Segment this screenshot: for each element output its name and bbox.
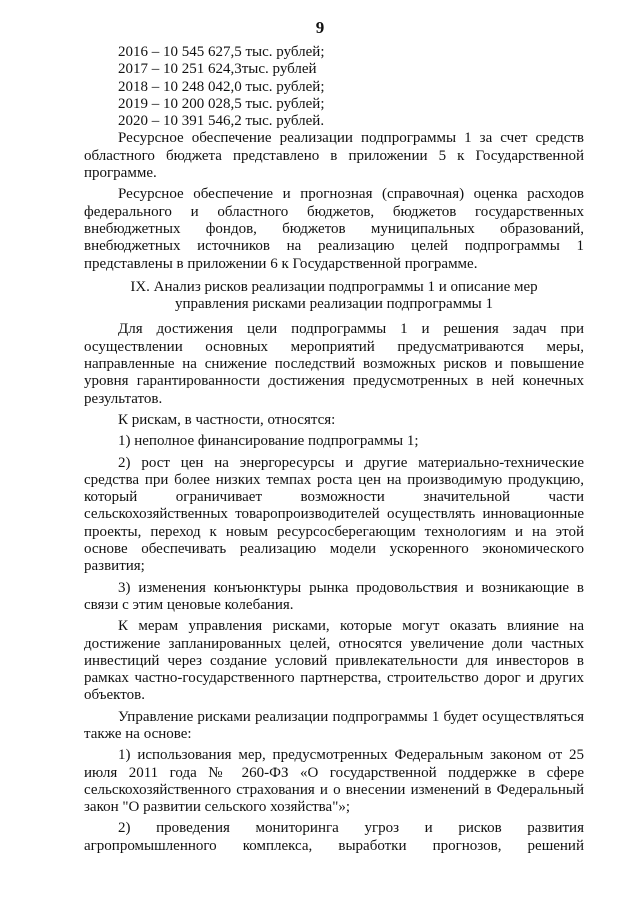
paragraph: Ресурсное обеспечение реализации подпрограммы 1 за счет средств областного бюджета представлено в приложении 5 к Государственной программе. [84, 130, 584, 182]
funding-year-line: 2017 – 10 251 624,3тыс. рублей [118, 61, 317, 78]
paragraph: 2) проведения мониторинга угроз и рисков развития агропромышленного комплекса, выработки прогнозов, решений [84, 820, 584, 854]
paragraph: 1) использования мер, предусмотренных Федеральным законом от 25 июля 2011 года № 260-ФЗ «О государственной поддержке в сфере сельскохозяйственного страхования и о внесении изменений в Федеральный закон "О развитии сельского хозяйства"»; [84, 747, 584, 816]
funding-by-year-list [84, 44, 584, 130]
section-heading-line: IX. Анализ рисков реализации подпрограммы 1 и описание мер [130, 278, 538, 295]
risk-section-text [84, 321, 584, 855]
paragraph: 1) неполное финансирование подпрограммы 1; [118, 433, 419, 450]
page-number: 9 [315, 18, 325, 37]
paragraph: Для достижения цели подпрограммы 1 и решения задач при осуществлении основных мероприятий предусматриваются меры, направленные на снижение последствий возможных рисков и повышение уровня гарантированности достижения предусмотренных в ней конечных результатов. [84, 321, 584, 407]
paragraph: 3) изменения конъюнктуры рынка продовольствия и возникающие в связи с этим ценовые колебания. [84, 579, 584, 613]
document-body [84, 44, 584, 859]
paragraph: Управление рисками реализации подпрограммы 1 будет осуществляться также на основе: [84, 708, 584, 742]
section-heading [84, 279, 584, 314]
section-heading-line: управления рисками реализации подпрограммы 1 [174, 296, 494, 313]
funding-year-line: 2020 – 10 391 546,2 тыс. рублей. [118, 113, 325, 130]
paragraph: К мерам управления рисками, которые могут оказать влияние на достижение запланированных целей, относятся увеличение доли частных инвестиций через создание условий привлекательности для инвесторов в рамках частно-государственного партнерства, строительство дорог и других объектов. [84, 618, 584, 704]
funding-year-line: 2016 – 10 545 627,5 тыс. рублей; [118, 44, 325, 60]
paragraph: 2) рост цен на энергоресурсы и другие материально-технические средства при более низких темпах роста цен на производимую продукцию, который ограничивает возможности значительной части сельскохозяйственных товаропроизводителей осуществлять инновационные проекты, переход к новым ресурсосберегающим технологиям и на этой основе обеспечивать реализацию модели ускоренного экономического развития; [84, 454, 584, 575]
funding-year-line: 2018 – 10 248 042,0 тыс. рублей; [118, 78, 325, 95]
paragraph: К рискам, в частности, относятся: [118, 411, 336, 428]
funding-year-line: 2019 – 10 200 028,5 тыс. рублей; [118, 95, 325, 112]
paragraph: Ресурсное обеспечение и прогнозная (справочная) оценка расходов федерального и областного бюджетов, бюджетов государственных внебюджетных фондов, бюджетов муниципальных образований, внебюджетных источников на реализацию целей подпрограммы 1 представлены в приложении 6 к Государственной программе. [84, 186, 584, 272]
